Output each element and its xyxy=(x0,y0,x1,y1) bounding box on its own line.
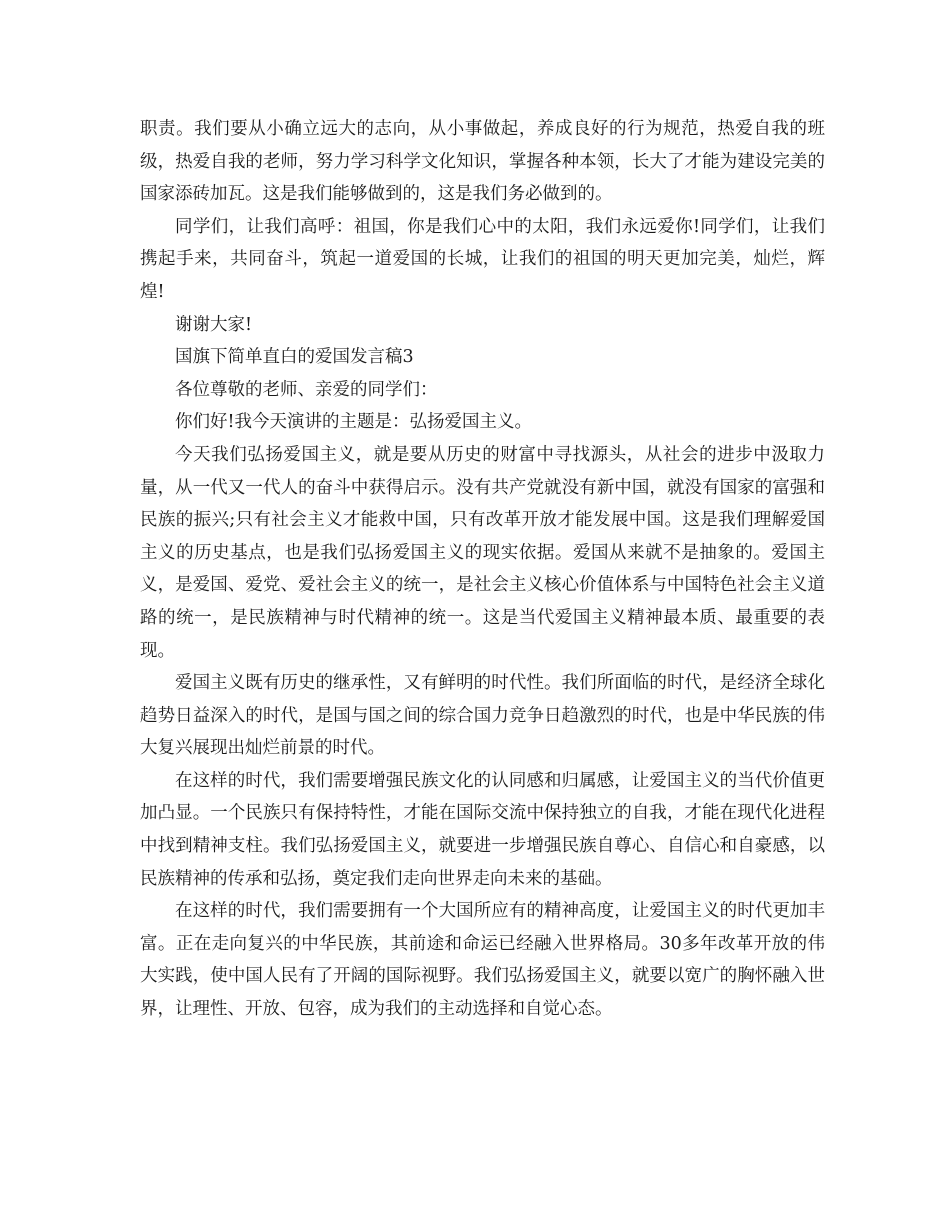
paragraph-1: 职责。我们要从小确立远大的志向，从小事做起，养成良好的行为规范，热爱自我的班级，热爱自我的老师，努力学习科学文化知识，掌握各种本领，长大了才能为建设完美的国家添砖加瓦。这是我们能够做到的，这是我们务必做到的。 xyxy=(140,119,825,205)
paragraph-6: 你们好!我今天演讲的主题是：弘扬爱国主义。 xyxy=(175,412,533,433)
paragraph-9: 在这样的时代，我们需要增强民族文化的认同感和归属感，让爱国主义的当代价值更加凸显。一个民族只有保持特性，才能在国际交流中保持独立的自我，才能在现代化进程中找到精神支柱。我们弘扬爱国主义，就要进一步增强民族自尊心、自信心和自豪感，以民族精神的传承和弘扬，奠定我们走向世界走向未来的基础。 xyxy=(140,770,825,889)
salutation: 各位尊敬的老师、亲爱的同学们： xyxy=(175,379,438,400)
paragraph-2: 同学们，让我们高呼：祖国，你是我们心中的太阳，我们永远爱你!同学们，让我们携起手来，共同奋斗，筑起一道爱国的长城，让我们的祖国的明天更加完美，灿烂，辉煌! xyxy=(140,216,825,302)
document-body xyxy=(140,113,825,1026)
paragraph-10: 在这样的时代，我们需要拥有一个大国所应有的精神高度，让爱国主义的时代更加丰富。正在走向复兴的中华民族，其前途和命运已经融入世界格局。30多年改革开放的伟大实践，使中国人民有了开阔的国际视野。我们弘扬爱国主义，就要以宽广的胸怀融入世界，让理性、开放、包容，成为我们的主动选择和自觉心态。 xyxy=(140,901,825,1020)
paragraph-7: 今天我们弘扬爱国主义，就是要从历史的财富中寻找源头，从社会的进步中汲取力量，从一代又一代人的奋斗中获得启示。没有共产党就没有新中国，就没有国家的富强和民族的振兴;只有社会主义才能救中国，只有改革开放才能发展中国。这是我们理解爱国主义的历史基点，也是我们弘扬爱国主义的现实依据。爱国从来就不是抽象的。爱国主义，是爱国、爱党、爱社会主义的统一，是社会主义核心价值体系与中国特色社会主义道路的统一，是民族精神与时代精神的统一。这是当代爱国主义精神最本质、最重要的表现。 xyxy=(140,444,825,661)
section-title: 国旗下简单直白的爱国发言稿3 xyxy=(175,347,414,368)
paragraph-8: 爱国主义既有历史的继承性，又有鲜明的时代性。我们所面临的时代，是经济全球化趋势日益深入的时代，是国与国之间的综合国力竞争日趋激烈的时代，也是中华民族的伟大复兴展现出灿烂前景的时代。 xyxy=(140,673,825,759)
paragraph-3: 谢谢大家! xyxy=(175,314,253,335)
